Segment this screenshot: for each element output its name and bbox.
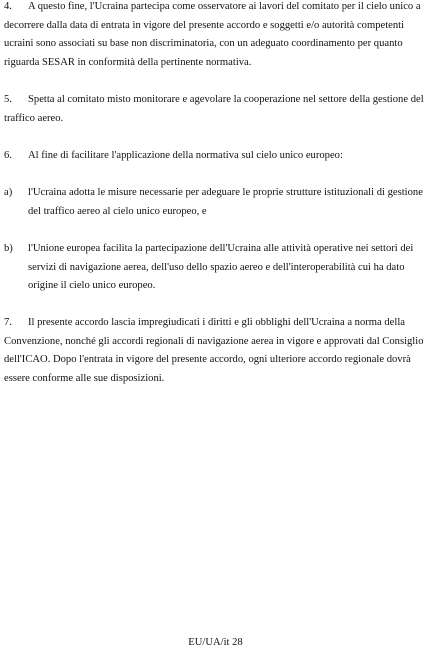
paragraph-number: 5.	[4, 94, 12, 105]
subparagraph-letter: a)	[4, 187, 13, 198]
paragraph-7	[4, 314, 430, 388]
subparagraph-text: l'Unione europea facilita la partecipazione dell'Ucraina alle attività operative nei settori dei servizi di navigazione aerea, dell'uso dello spazio aereo e dell'interoperabilità cui ha dato origine il cielo unico europeo.	[28, 243, 414, 292]
subparagraph-b	[4, 240, 430, 296]
paragraph-number: 6.	[4, 150, 12, 161]
subparagraph-a	[4, 184, 430, 221]
paragraph-number: 4.	[4, 1, 12, 12]
paragraph-text: A questo fine, l'Ucraina partecipa come osservatore ai lavori del comitato per il cielo unico a decorrere dalla data di entrata in vigore del presente accordo e soggetti e/o autorità competenti ucraini sono associati su base non discriminatoria, con un adeguato coordinamento per quanto riguarda SESAR in conformità della pertinente normativa.	[4, 1, 421, 68]
paragraph-5	[4, 91, 430, 128]
paragraph-text: Spetta al comitato misto monitorare e agevolare la cooperazione nel settore della gestione del traffico aereo.	[4, 94, 424, 124]
paragraph-text: Il presente accordo lascia impregiudicati i diritti e gli obblighi dell'Ucraina a norma della Convenzione, nonché gli accordi regionali di navigazione aerea in vigore e approvati dal Consiglio dell'ICAO. Dopo l'entrata in vigore del presente accordo, ogni ulteriore accordo regionale dovrà essere conforme alle sue disposizioni.	[4, 317, 424, 384]
paragraph-text: Al fine di facilitare l'applicazione della normativa sul cielo unico europeo:	[28, 150, 343, 161]
paragraph-6	[4, 147, 430, 166]
paragraph-number: 7.	[4, 317, 12, 328]
paragraph-4	[4, 0, 430, 72]
subparagraph-text: l'Ucraina adotta le misure necessarie per adeguare le proprie strutture istituzionali di gestione del traffico aereo al cielo unico europeo, e	[28, 187, 423, 217]
page-footer: EU/UA/it 28	[188, 637, 243, 648]
subparagraph-letter: b)	[4, 243, 13, 254]
